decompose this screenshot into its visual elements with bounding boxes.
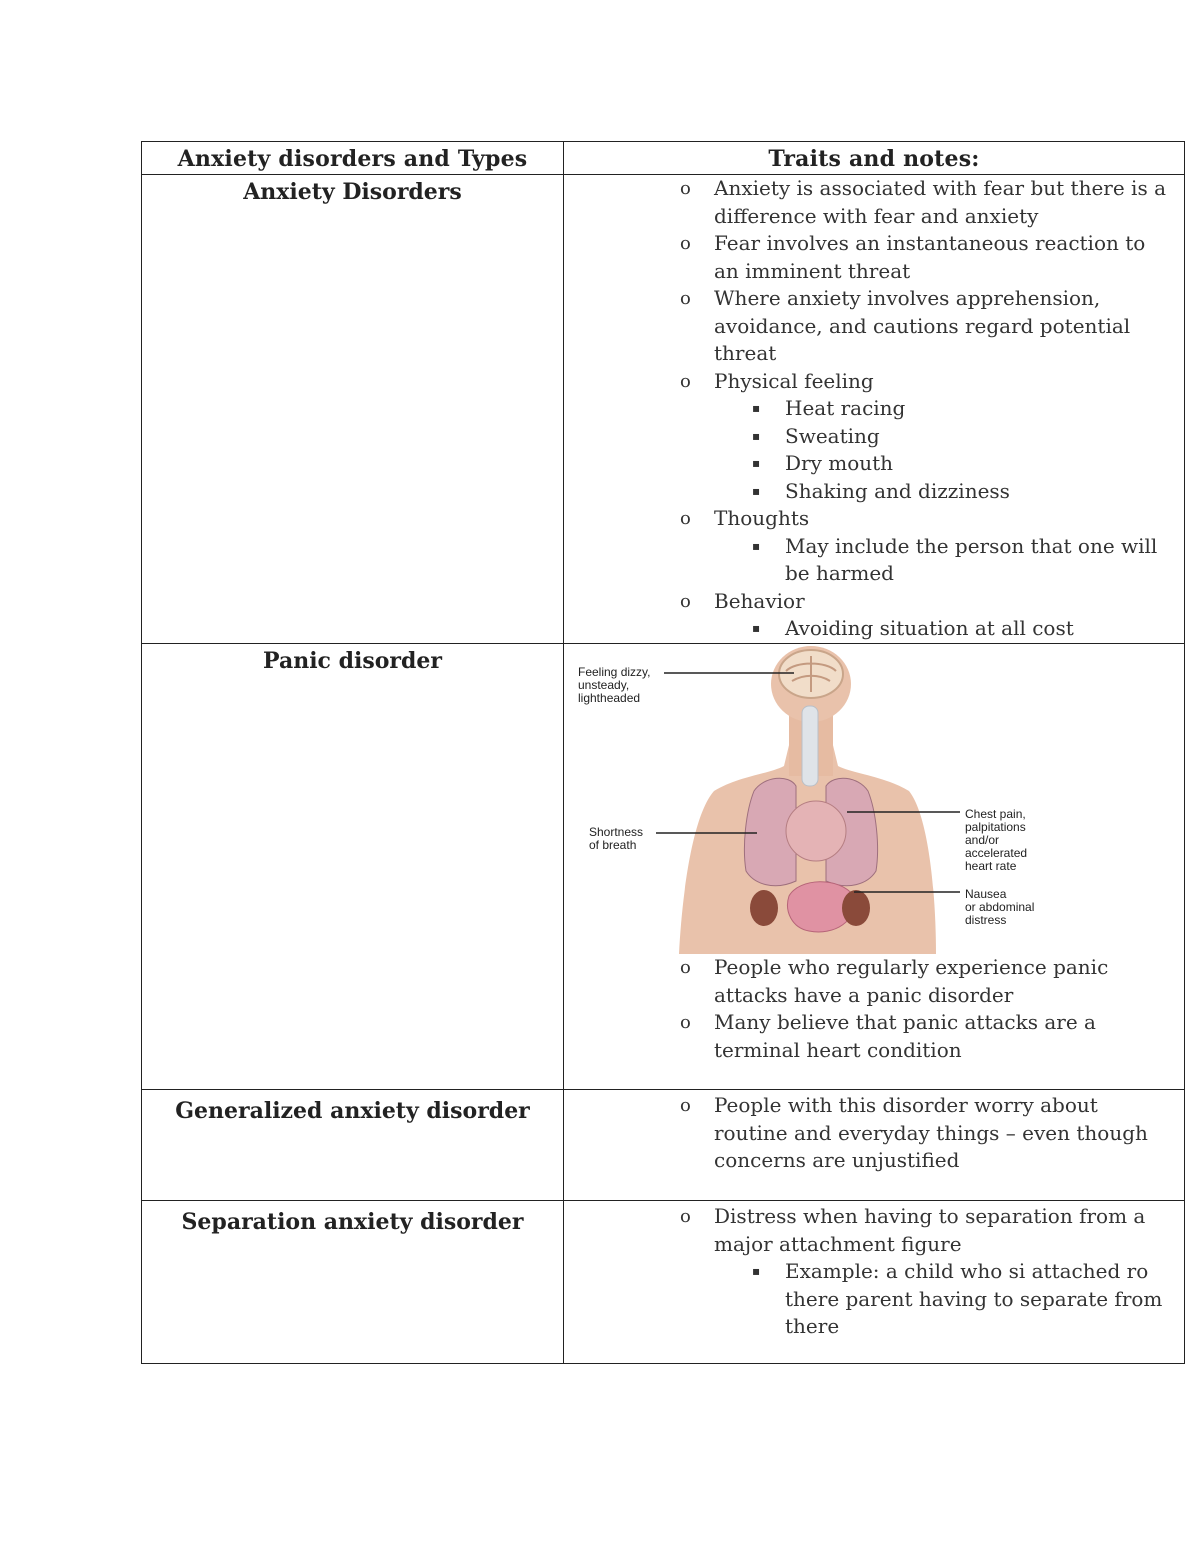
notes-cell bbox=[564, 1201, 1185, 1364]
label-dizzy: Feeling dizzy, unsteady, lightheaded bbox=[578, 665, 651, 705]
label-chest-pain: Chest pain, palpitations and/or accelerated heart rate bbox=[965, 807, 1028, 873]
sub-item bbox=[752, 395, 1176, 423]
bullet-square-icon: ▪ bbox=[752, 456, 761, 470]
notes-list bbox=[676, 1092, 1176, 1175]
item-text: Distress when having to separation from a major attachment figure bbox=[714, 1204, 1146, 1256]
sub-item bbox=[752, 615, 1176, 643]
type-cell bbox=[142, 1201, 564, 1364]
bullet-circle-icon: o bbox=[680, 1095, 691, 1116]
bullet-circle-icon: o bbox=[680, 1012, 691, 1033]
table-header-row bbox=[142, 142, 1185, 175]
sub-item-text: May include the person that one will be harmed bbox=[785, 533, 1158, 585]
notes-list bbox=[676, 1203, 1176, 1341]
item-text: Thoughts bbox=[714, 506, 810, 530]
sub-list bbox=[714, 533, 1176, 588]
bullet-square-icon: ▪ bbox=[752, 428, 761, 443]
list-item bbox=[676, 1203, 1176, 1341]
bullet-square-icon: ▪ bbox=[752, 1264, 761, 1278]
bullet-circle-icon: o bbox=[680, 1206, 691, 1227]
notes-table bbox=[141, 141, 1185, 1364]
bullet-circle-icon: o bbox=[680, 370, 691, 392]
bullet-square-icon: ▪ bbox=[752, 483, 761, 498]
type-cell bbox=[142, 1090, 564, 1201]
sub-item-text: Heat racing bbox=[785, 396, 906, 420]
row-title: Panic disorder bbox=[263, 648, 442, 674]
header-cell bbox=[564, 142, 1185, 175]
item-text: Fear involves an instantaneous reaction to an imminent threat bbox=[714, 231, 1146, 283]
bullet-circle-icon: o bbox=[680, 178, 691, 199]
list-item bbox=[676, 230, 1176, 285]
sub-list bbox=[714, 395, 1176, 505]
sub-item bbox=[752, 450, 1176, 478]
type-cell bbox=[142, 644, 564, 1090]
sub-item bbox=[752, 533, 1176, 588]
bullet-square-icon: ▪ bbox=[752, 621, 761, 635]
row-title: Separation anxiety disorder bbox=[181, 1209, 524, 1235]
label-shortness-of-breath: Shortness of breath bbox=[589, 825, 644, 852]
sub-item bbox=[752, 423, 1176, 451]
item-text: Where anxiety involves apprehension, avoidance, and cautions regard potential threat bbox=[714, 286, 1131, 365]
bullet-circle-icon: o bbox=[680, 508, 691, 529]
table-row bbox=[142, 175, 1185, 644]
header-col1: Anxiety disorders and Types bbox=[177, 146, 528, 172]
list-item bbox=[676, 588, 1176, 643]
notes-cell bbox=[564, 644, 1185, 1090]
table-row bbox=[142, 1090, 1185, 1201]
list-item bbox=[676, 368, 1176, 506]
bullet-circle-icon: o bbox=[680, 233, 691, 254]
item-text: Behavior bbox=[714, 588, 805, 613]
sub-item-text: Shaking and dizziness bbox=[785, 478, 1010, 503]
notes-cell bbox=[564, 175, 1185, 644]
type-cell bbox=[142, 175, 564, 644]
item-text: Many believe that panic attacks are a terminal heart condition bbox=[714, 1010, 1096, 1062]
bullet-square-icon: ▪ bbox=[752, 401, 761, 415]
sub-list bbox=[714, 1258, 1176, 1341]
sub-item bbox=[752, 478, 1176, 506]
bullet-circle-icon: o bbox=[680, 590, 691, 612]
sub-item-text: Dry mouth bbox=[785, 451, 894, 475]
panic-attack-body-figure bbox=[564, 646, 1174, 954]
notes-cell bbox=[564, 1090, 1185, 1201]
sub-item-text: Avoiding situation at all cost bbox=[785, 616, 1074, 640]
row-title: Generalized anxiety disorder bbox=[175, 1098, 530, 1124]
list-item bbox=[676, 1092, 1176, 1175]
sub-item bbox=[752, 1258, 1176, 1341]
notes-list bbox=[676, 175, 1176, 643]
list-item bbox=[676, 285, 1176, 368]
header-col2: Traits and notes: bbox=[768, 146, 980, 172]
sub-item-text: Sweating bbox=[785, 423, 880, 448]
item-text: People who regularly experience panic attacks have a panic disorder bbox=[714, 955, 1109, 1007]
notes-list bbox=[676, 954, 1176, 1064]
row-title: Anxiety Disorders bbox=[243, 179, 462, 205]
table-row bbox=[142, 644, 1185, 1090]
item-text: Anxiety is associated with fear but there is a difference with fear and anxiety bbox=[714, 176, 1166, 228]
sub-item-text: Example: a child who si attached ro there parent having to separate from there bbox=[785, 1259, 1163, 1338]
label-nausea: Nausea or abdominal distress bbox=[965, 887, 1035, 927]
human-body-illustration bbox=[564, 646, 1174, 954]
header-cell bbox=[142, 142, 564, 175]
bullet-circle-icon: o bbox=[680, 288, 691, 309]
item-text: Physical feeling bbox=[714, 368, 874, 393]
bullet-square-icon: ▪ bbox=[752, 538, 761, 553]
list-item bbox=[676, 175, 1176, 230]
bullet-circle-icon: o bbox=[680, 957, 691, 978]
list-item bbox=[676, 505, 1176, 588]
list-item bbox=[676, 1009, 1176, 1064]
item-text: People with this disorder worry about routine and everyday things – even though concerns are unjustified bbox=[714, 1093, 1148, 1172]
list-item bbox=[676, 954, 1176, 1009]
sub-list bbox=[714, 615, 1176, 643]
table-row bbox=[142, 1201, 1185, 1364]
